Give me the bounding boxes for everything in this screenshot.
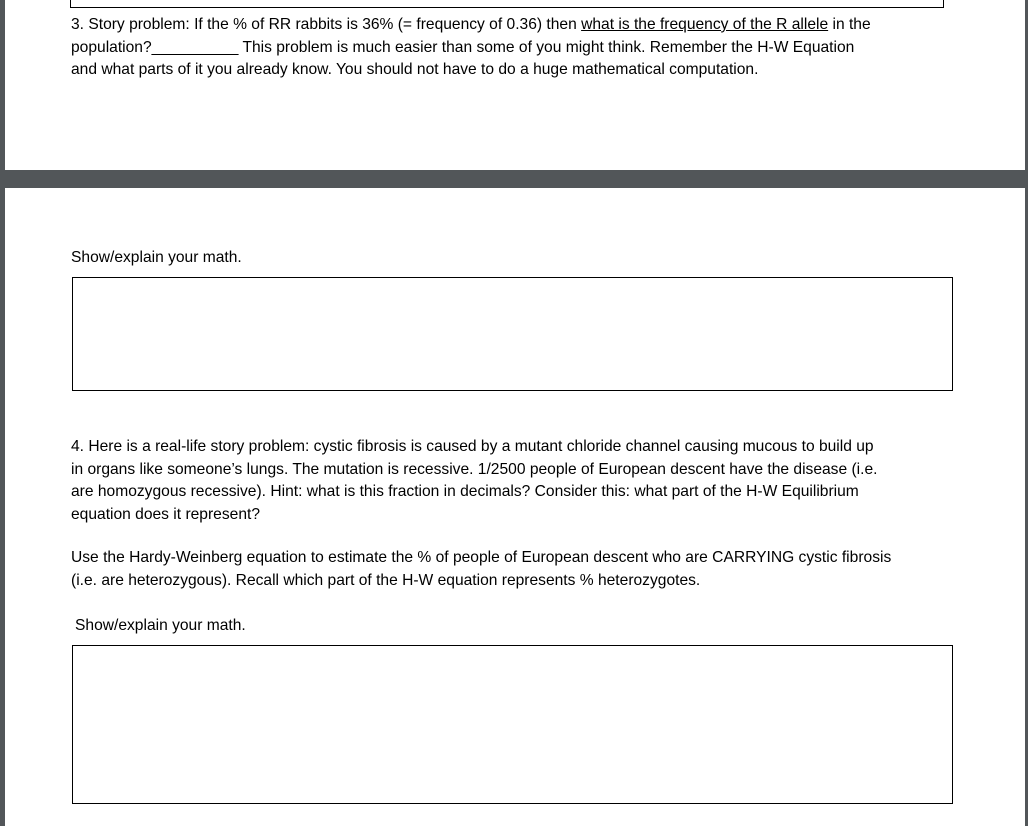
q4-part2-line1: Use the Hardy-Weinberg equation to estimate the % of people of European descent who are CARRYING cystic fibrosis xyxy=(71,549,892,566)
previous-answer-box-edge xyxy=(70,0,944,8)
question-3-text xyxy=(71,14,871,82)
q3-line1: 3. Story problem: If the % of RR rabbits is 36% (= frequency of 0.36) then what is the frequency of the R allele in the xyxy=(71,16,871,33)
show-math-label-2: Show/explain your math. xyxy=(75,617,246,634)
q3-line3: and what parts of it you already know. You should not have to do a huge mathematical computation. xyxy=(71,61,759,78)
q3-underlined-phrase: what is the frequency of the R allele xyxy=(581,16,829,33)
q4-part2-line2: (i.e. are heterozygous). Recall which part of the H-W equation represents % heterozygotes. xyxy=(71,571,701,589)
page-bottom xyxy=(5,188,1025,826)
q4-line3: are homozygous recessive). Hint: what is this fraction in decimals? Consider this: what part of the H-W Equilibrium xyxy=(71,483,859,500)
q4-line2: in organs like someone’s lungs. The mutation is recessive. 1/2500 people of European descent have the disease (i.e. xyxy=(71,460,878,478)
q4-line1: 4. Here is a real-life story problem: cystic fibrosis is caused by a mutant chloride channel causing mucous to build up xyxy=(71,438,874,455)
show-math-label-1: Show/explain your math. xyxy=(71,249,242,266)
page-top xyxy=(5,0,1025,170)
q3-line2: population?__________ This problem is much easier than some of you might think. Remember the H-W Equation xyxy=(71,38,855,56)
answer-box-q3[interactable] xyxy=(72,277,953,391)
q4-line4: equation does it represent? xyxy=(71,505,260,523)
question-4-part2-text xyxy=(71,547,891,592)
question-4-text xyxy=(71,436,877,526)
q3-answer-blank[interactable]: __________ xyxy=(151,38,239,56)
answer-box-q4[interactable] xyxy=(72,645,953,804)
